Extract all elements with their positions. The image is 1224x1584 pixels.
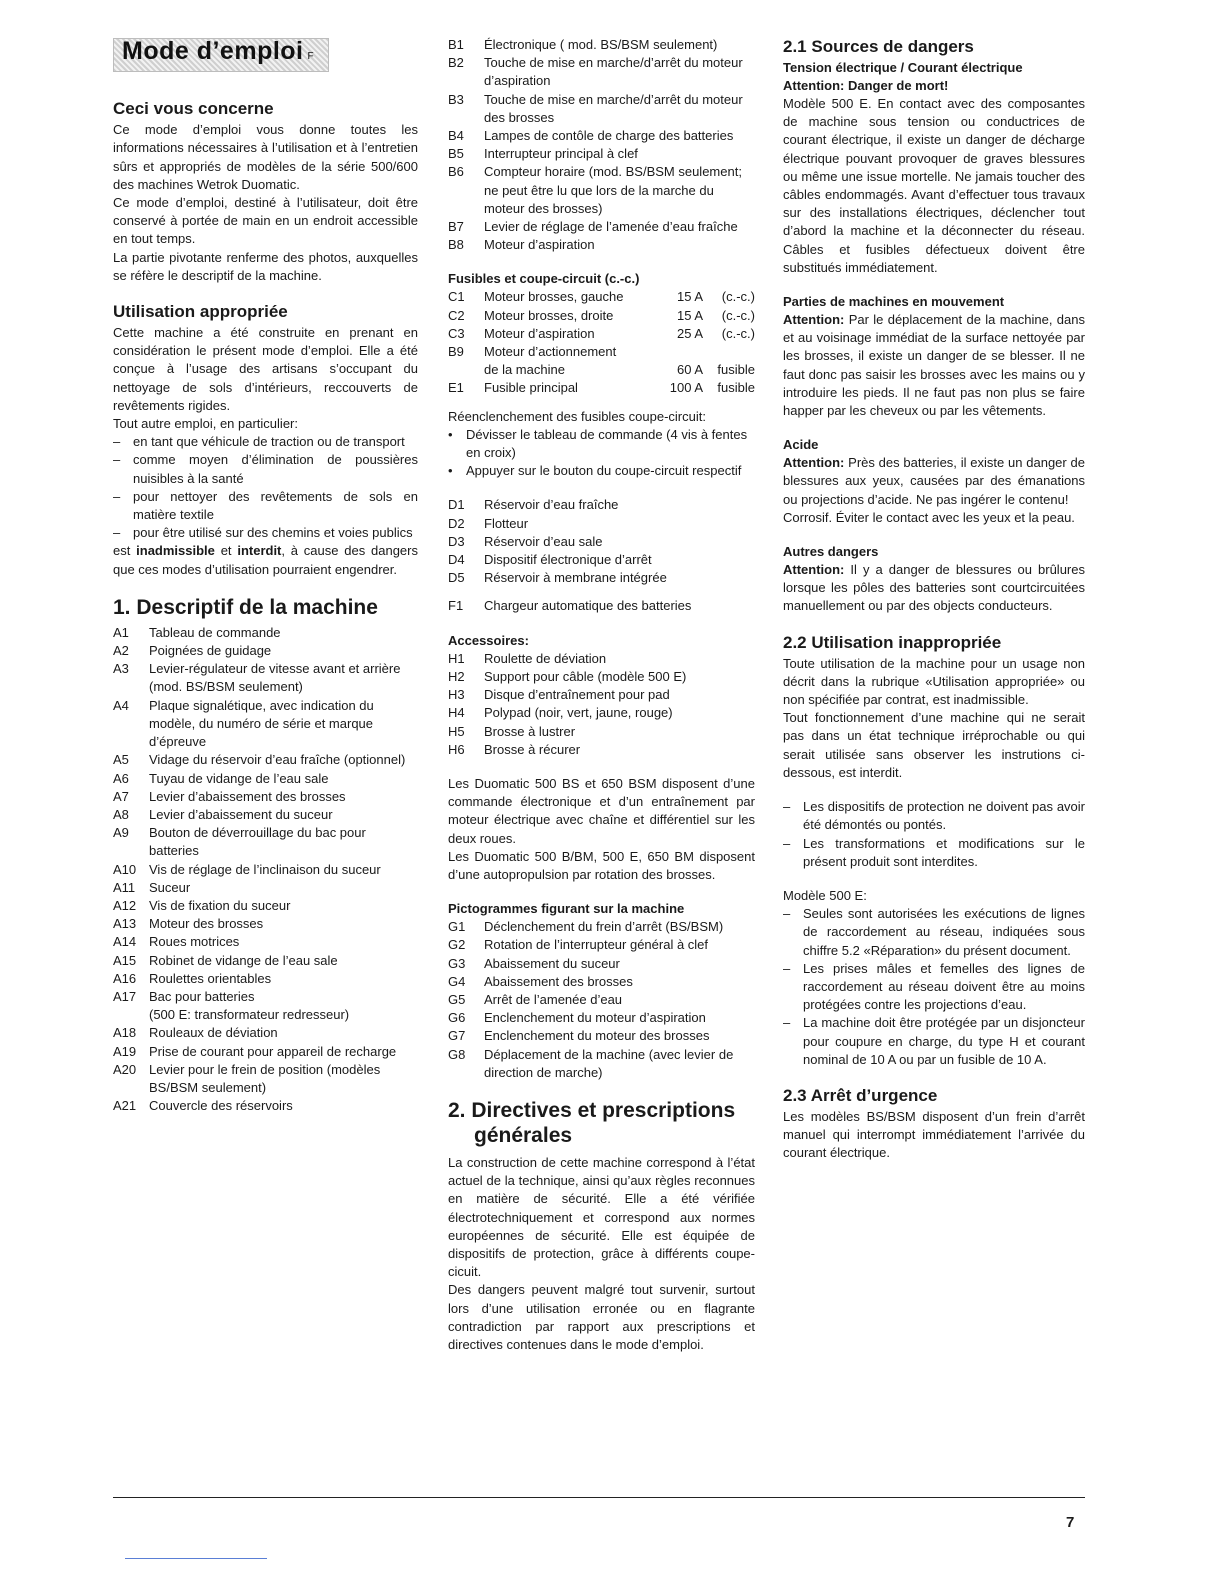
item-text: Moteur d’aspiration [484,237,595,253]
heading-fusibles: Fusibles et coupe-circuit (c.-c.) [448,271,640,287]
item-text: Roulette de déviation [484,650,607,666]
fuse-amp: 15 A [676,289,703,305]
list-item [448,36,755,54]
charger-parts-list [448,597,755,615]
heading-directives: 2. Directives et prescriptions générales [448,1098,736,1147]
item-text: Compteur horaire (mod. BS/BSM seulement; ne peut être lu que lors de la marche du moteur des brosses) [484,164,742,216]
item-text: Couvercle des réservoirs [149,1098,293,1114]
paragraph: Les Duomatic 500 BS et 650 BSM disposent d’une commande électronique et d’un entraînement par moteur électrique avec chaîne et différentiel sur les deux roues. [448,775,755,846]
item-code: A10 [113,861,137,877]
heading-ceci-vous-concerne: Ceci vous concerne [113,99,274,119]
item-text: Vidage du réservoir d’eau fraîche (optionnel) [149,752,406,768]
list-item [448,91,755,127]
item-text: Poignées de guidage [149,643,272,659]
item-text: Chargeur automatique des batteries [484,598,692,614]
list-item [448,127,755,145]
column-middle [448,36,755,1354]
item-text: Abaissement des brosses [484,973,633,989]
table-row [448,325,755,343]
item-code: H6 [448,741,465,757]
item-code: F1 [448,598,464,614]
item-code: G8 [448,1046,466,1062]
list-item [113,915,418,933]
language-tag: F [307,51,315,62]
heading-mouvement: Parties de machines en mouvement [783,294,1005,310]
fuse-code: B9 [448,344,464,360]
paragraph: Réenclenchement des fusibles coupe-circuit: [448,408,706,424]
heading-pictogrammes: Pictogrammes figurant sur la machine [448,901,685,917]
item-code: A13 [113,916,137,932]
table-row [448,361,755,379]
column-right [783,36,1085,1163]
list-item [448,704,755,722]
list-item [113,1024,418,1042]
item-text: Touche de mise en marche/d’arrêt du moteur d’aspiration [484,55,743,89]
heading-utilisation-appropriee: Utilisation appropriée [113,302,288,322]
item-text: Abaissement du suceur [484,955,620,971]
item-code [113,1006,149,1024]
paragraph: Attention: Près des batteries, il existe un danger de blessures aux yeux, causées par des émanations ou projections d’acide. Ne pas ingérer le contenu! [783,455,1085,507]
list-item [448,218,755,236]
fuse-text: Moteur brosses, droite [484,307,614,323]
item-text: Rouleaux de déviation [149,1025,278,1041]
item-text: Levier d’abaissement du suceur [149,806,333,822]
list-item [448,1046,755,1082]
heading-descriptif: 1. Descriptif de la machine [113,595,378,619]
item-text: Levier de réglage de l’amenée d’eau fraîche [484,219,738,235]
item-code: A15 [113,952,137,968]
item-text: Levier pour le frein de position (modèles BS/BSM seulement) [149,1061,381,1095]
page-number: 7 [1066,1514,1075,1531]
item-text: Suceur [149,879,191,895]
paragraph: Attention: Il y a danger de blessures ou brûlures lorsque les pôles des batteries sont courtcircuitées manuellement ou par des objects conducteurs. [783,562,1085,614]
table-row [448,343,755,361]
item-text: Plaque signalétique, avec indication du modèle, du numéro de série et marque d’épreuve [149,697,374,750]
fuse-text: Moteur d’actionnement [484,344,617,360]
item-text: Dispositif électronique d’arrêt [484,552,652,568]
fuse-amp [663,343,703,361]
item-text: Levier d’abaissement des brosses [149,788,346,804]
fuse-code: C1 [448,289,465,305]
item-code: H4 [448,705,465,721]
list-item [448,54,755,90]
subheading-tension: Tension électrique / Courant électrique [783,60,1023,75]
item-text: Réservoir d’eau fraîche [484,497,619,513]
list-item [113,824,418,860]
paragraph: Tout autre emploi, en particulier: [113,416,298,432]
subheading-danger-mort: Attention: Danger de mort! [783,78,949,93]
item-code: B3 [448,91,464,107]
paragraph: Les modèles BS/BSM disposent d’un frein d’arrêt manuel qui interrompt immédiatement l’arrivée du courant électrique. [783,1108,1085,1161]
paragraph: Corrosif. Éviter le contact avec les yeux et la peau. [783,509,1075,525]
item-code: A8 [113,806,129,822]
item-text: Réservoir d’eau sale [484,533,603,549]
item-code: B5 [448,146,464,162]
paragraph: Ce mode d’emploi, destiné à l’utilisateur, doit être conservé à portée de main en un endroit accessible en tout temps. [113,195,418,247]
item-code: A20 [113,1061,137,1077]
item-code: A7 [113,788,129,804]
list-item [113,642,418,660]
list-item [448,723,755,741]
fuse-code: C2 [448,307,465,323]
item-text: Moteur des brosses [149,916,264,932]
fuse-code: E1 [448,380,464,396]
table-row [448,307,755,325]
paragraph: La construction de cette machine correspond à l’état actuel de la technique, ainsi qu’aux règles reconnues en matière de sécurité. Elle a été vérifiée électrotechniquement et correspond aux normes européennes de sécurité. Elle est équipée de dispositifs de protection, grâce à différents coupe-cicuit. [448,1154,755,1280]
list-item [448,991,755,1009]
list-item [448,686,755,704]
accessories-list [448,650,755,759]
list-item [113,897,418,915]
list-item: – La machine doit être protégée par un disjoncteur pour coupure en charge, du type H et courant nominal de 10 A ou par un fusible de 10 A. [783,1015,1085,1067]
item-code: A5 [113,752,129,768]
item-code: H2 [448,668,465,684]
reservoir-parts-list [448,496,755,587]
item-text: Support pour câble (modèle 500 E) [484,668,687,684]
list-item [113,879,418,897]
item-text: Prise de courant pour appareil de recharge [149,1043,397,1059]
list-item: – Seules sont autorisées les exécutions de lignes de raccordement au réseau, indiquées sous chiffre 5.2 «Réparation» du présent document. [783,906,1085,958]
control-parts-list [448,36,755,254]
list-item [448,551,755,569]
list-item [113,861,418,879]
item-code: B4 [448,128,464,144]
paragraph: Modèle 500 E. En contact avec des composantes de machine sous tension ou conductrices de courant électrique, il existe un danger de décharge électrique pouvant provoquer de graves blessures ou même une issue mortelle. Ne jamais toucher des câbles endommagés. Avant d’effectuer tous travaux sur des installations électriques, déclencher tout d’abord la machine et la déconnecter du réseau. Câbles et fusibles défectueux doivent être substitués immédiatement. [783,96,1085,275]
fuse-code [448,361,484,379]
item-code: G1 [448,919,466,935]
column-left [113,36,418,1115]
item-text: Interrupteur principal à clef [484,146,638,162]
machine-parts-list [113,624,418,1115]
item-code: D4 [448,552,465,568]
list-item [448,1009,755,1027]
list-item: • Dévisser le tableau de commande (4 vis à fentes en croix) [448,426,748,461]
list-item [113,1006,418,1024]
list-item [113,933,418,951]
list-item [448,668,755,686]
item-code: B8 [448,237,464,253]
list-item [448,741,755,759]
list-item [113,970,418,988]
item-text: Bac pour batteries [149,988,255,1004]
list-item [113,624,418,642]
paragraph: Cette machine a été construite en prenant en considération le présent mode d’emploi. Elle a été conçue à l’usage des artisans s’occupant du nettoyage de sols d’intérieurs, reccouverts de revêtements rigides. [113,325,418,413]
item-code: H5 [448,723,465,739]
list-item [113,697,418,752]
heading-autres-dangers: Autres dangers [783,544,879,560]
item-code: A1 [113,624,129,640]
list-item [113,988,418,1006]
list-item [113,660,418,696]
item-text: (500 E: transformateur redresseur) [149,1007,350,1023]
item-text: Vis de fixation du suceur [149,897,291,913]
footer-rule [113,1497,1085,1498]
list-item [448,936,755,954]
item-text: Robinet de vidange de l’eau sale [149,952,338,968]
item-code: A6 [113,770,129,786]
list-item: – Les prises mâles et femelles des lignes de raccordement au réseau doivent être au moins protégées contre les projections d’eau. [783,960,1085,1013]
heading-utilisation-inappropriee: 2.2 Utilisation inappropriée [783,632,1002,652]
item-code: D5 [448,570,465,586]
paragraph: Tout fonctionnement d’une machine qui ne serait pas dans un état technique irréprochable ou qui serait utilisée sans observer les instrutions ci-dessous, est interdit. [783,710,1085,780]
fuse-text: de la machine [484,362,565,378]
item-code: G2 [448,937,466,953]
paragraph: Attention: Par le déplacement de la machine, dans et au voisinage immédiat de la surface nettoyée par les brosses, il existe un danger de se blesser. Il ne faut donc pas saisir les brosses avec les mains ou y introduire les pieds. Il ne faut pas non plus se faire happer par les cheveux ou par les vêtements. [783,312,1085,419]
heading-accessoires: Accessoires: [448,632,529,648]
item-code: A18 [113,1025,137,1041]
manual-title-text: Mode d’emploi [122,37,304,65]
item-text: Touche de mise en marche/d’arrêt du moteur des brosses [484,91,743,125]
fuse-amp: 15 A [676,307,703,323]
item-code: B2 [448,55,464,71]
item-text: Brosse à récurer [484,741,581,757]
fuse-amp: 100 A [669,380,703,396]
list-item [448,533,755,551]
item-code: H1 [448,650,465,666]
heading-arret-urgence: 2.3 Arrêt d’urgence [783,1085,938,1105]
list-item [113,806,418,824]
item-code: G7 [448,1028,466,1044]
item-text: Flotteur [484,515,529,531]
paragraph: est inadmissible et interdit, à cause des dangers que ces modes d’utilisation pourraient engendrer. [113,543,418,577]
item-code: A9 [113,825,129,841]
item-code: D3 [448,533,465,549]
list-item [448,650,755,668]
fuse-code: C3 [448,325,465,341]
item-code: D1 [448,497,465,513]
table-row [448,379,755,397]
item-text: Enclenchement du moteur d’aspiration [484,1010,706,1026]
list-item: – Les transformations et modifications sur le présent produit sont interdites. [783,835,1085,869]
list-item: – pour être utilisé sur des chemins et voies publics [113,525,413,541]
fuse-amp: 60 A [676,362,703,378]
fuse-amp: 25 A [676,325,703,341]
item-code: B6 [448,164,464,180]
fuse-kind: fusible [717,362,755,378]
fuse-text: Moteur brosses, gauche [484,289,624,305]
paragraph: Des dangers peuvent malgré tout survenir, surtout lors d’une utilisation erronée ou en flagrante contradiction par rapport aux prescriptions et directives contenues dans le mode d’emploi. [448,1282,755,1352]
fuse-kind: (c.-c.) [721,307,755,323]
pictograms-list [448,918,755,1082]
fuse-text: Moteur d’aspiration [484,325,595,341]
list-item [113,788,418,806]
item-code: A16 [113,970,137,986]
paragraph: Toute utilisation de la machine pour un usage non décrit dans la rubrique «Utilisation appropriée» ou non spécifiée par contrat, est inadmissible. [783,655,1085,708]
list-item [113,1097,418,1115]
item-text: Déclenchement du frein d’arrêt (BS/BSM) [484,919,724,935]
list-item [113,952,418,970]
item-text: Brosse à lustrer [484,723,576,739]
item-text: Roulettes orientables [149,970,272,986]
item-text: Enclenchement du moteur des brosses [484,1028,710,1044]
item-text: Arrêt de l’amenée d’eau [484,991,623,1007]
list-item: – comme moyen d’élimination de poussières nuisibles à la santé [113,452,418,486]
item-code: D2 [448,515,465,531]
item-code: G3 [448,955,466,971]
model-label: Modèle 500 E: [783,887,867,903]
table-row [448,288,755,306]
item-text: Disque d’entraînement pour pad [484,687,670,703]
heading-sources-de-dangers: 2.1 Sources de dangers [783,37,974,56]
list-item [448,955,755,973]
list-item [448,1027,755,1045]
item-text: Tableau de commande [149,624,281,640]
manual-title [113,38,329,72]
item-text: Lampes de contôle de charge des batteries [484,128,734,144]
item-text: Tuyau de vidange de l’eau sale [149,770,329,786]
list-item: – Les dispositifs de protection ne doivent pas avoir été démontés ou pontés. [783,799,1085,833]
item-code: G6 [448,1010,466,1026]
heading-acide: Acide [783,437,819,453]
fuse-text: Fusible principal [484,380,578,396]
list-item: • Appuyer sur le bouton du coupe-circuit respectif [448,463,742,479]
item-text: Déplacement de la machine (avec levier de direction de marche) [484,1046,734,1080]
item-code: B7 [448,219,464,235]
item-text: Roues motrices [149,934,240,950]
item-code: G4 [448,973,466,989]
list-item [448,515,755,533]
list-item [113,1061,418,1097]
item-text: Levier-régulateur de vitesse avant et arrière (mod. BS/BSM seulement) [149,661,401,695]
list-item [448,569,755,587]
list-item [448,918,755,936]
fuse-kind: (c.-c.) [721,289,755,305]
list-item [113,770,418,788]
fuse-table [448,288,755,397]
item-code: A21 [113,1098,137,1114]
item-code: A11 [113,879,136,895]
list-item [448,597,755,615]
item-code: A19 [113,1043,137,1059]
item-text: Électronique ( mod. BS/BSM seulement) [484,37,718,52]
list-item [448,145,755,163]
item-code: A2 [113,643,129,659]
item-text: Polypad (noir, vert, jaune, rouge) [484,705,673,721]
paragraph: La partie pivotante renferme des photos, auxquelles se réfère le descriptif de la machine. [113,249,418,283]
list-item: – en tant que véhicule de traction ou de transport [113,434,405,450]
item-code: G5 [448,991,466,1007]
paragraph: Les Duomatic 500 B/BM, 500 E, 650 BM disposent d’une autopropulsion par rotation des brosses. [448,848,755,882]
item-code: A4 [113,697,129,713]
item-code: A12 [113,897,137,913]
list-item [448,236,755,254]
paragraph: Ce mode d’emploi vous donne toutes les informations nécessaires à l’utilisation et à l’entretien sûrs et appropriés de modèles de la série 500/600 des machines Wetrok Duomatic. [113,122,418,192]
fuse-kind: fusible [717,380,755,396]
item-code: A17 [113,988,137,1004]
fuse-kind [703,343,755,361]
fuse-kind: (c.-c.) [721,325,755,341]
item-text: Vis de réglage de l’inclinaison du suceur [149,861,381,877]
item-text: Bouton de déverrouillage du bac pour batteries [149,825,366,859]
list-item [448,163,755,218]
list-item [448,973,755,991]
item-text: Rotation de l’interrupteur général à clef [484,937,709,953]
item-code: H3 [448,687,465,703]
list-item [113,751,418,769]
item-code: A14 [113,934,137,950]
item-code: B1 [448,37,464,52]
list-item [113,1043,418,1061]
scan-artifact-line [125,1558,267,1559]
list-item: – pour nettoyer des revêtements de sols en matière textile [113,488,418,523]
item-text: Réservoir à membrane intégrée [484,570,667,586]
list-item [448,496,755,514]
item-code: A3 [113,661,129,677]
